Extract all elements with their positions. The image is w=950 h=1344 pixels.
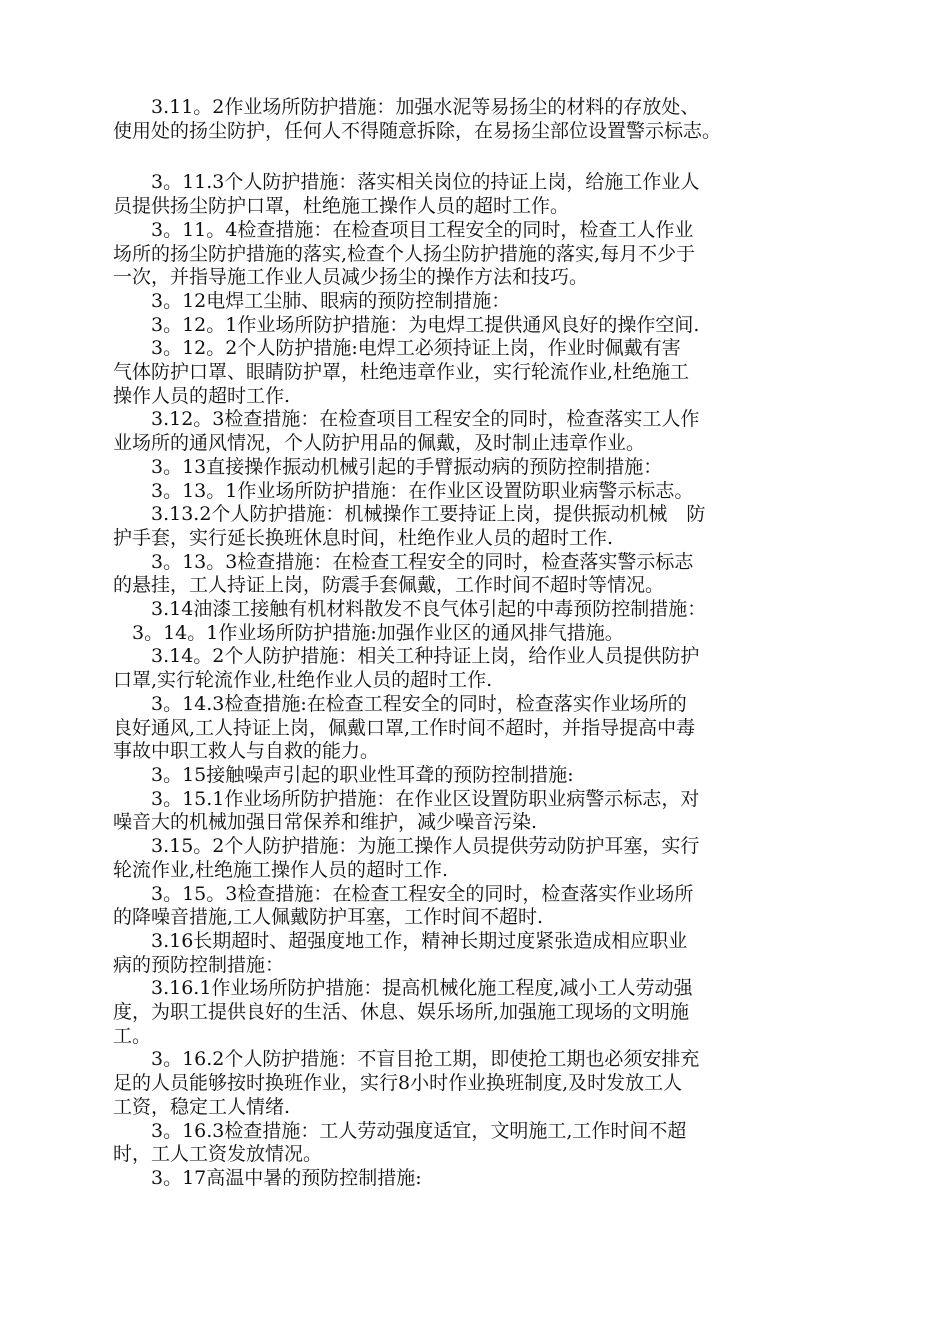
text-line: 3。14.3检查措施:在检查工程安全的同时，检查落实作业场所的: [113, 692, 687, 715]
text-line: 业场所的通风情况，个人防护用品的佩戴，及时制止违章作业。: [113, 432, 646, 455]
text-line: 护手套，实行延长换班休息时间，杜绝作业人员的超时工作.: [113, 526, 614, 549]
text-line: 病的预防控制措施：: [113, 953, 285, 976]
paragraph: [113, 835, 833, 882]
text-line: 3。12电焊工尘肺、眼病的预防控制措施：: [113, 289, 511, 312]
text-line: 3.14油漆工接触有机材料散发不良气体引起的中毒预防控制措施：: [113, 598, 707, 621]
paragraph: [113, 622, 833, 646]
text-line: 3.16长期超时、超强度地工作，精神长期过度紧张造成相应职业: [113, 929, 688, 952]
paragraph: [113, 693, 833, 764]
text-line: 口罩,实行轮流作业,杜绝作业人员的超时工作.: [113, 669, 493, 692]
text-line: 的降噪音措施,工人佩戴防护耳塞，工作时间不超时.: [113, 906, 544, 929]
text-line: 3。13直接操作振动机械引起的手臂振动病的预防控制措施：: [113, 455, 663, 478]
text-line: 3。16.2个人防护措施：不盲目抢工期，即使抢工期也必须安排充: [113, 1048, 700, 1071]
text-line: 3.13.2个人防护措施：机械操作工要持证上岗，提供振动机械 防: [113, 503, 706, 526]
document-body: [113, 96, 833, 1191]
paragraph: [113, 788, 833, 835]
text-line: 3。12。2个人防护措施:电焊工必须持证上岗，作业时佩戴有害: [113, 337, 681, 360]
paragraph: [113, 503, 833, 550]
text-line: 工。: [113, 1024, 152, 1047]
text-line: 3。14。1作业场所防护措施:加强作业区的通风排气措施。: [113, 621, 624, 644]
paragraph: [113, 314, 833, 338]
text-line: 员提供扬尘防护口罩，杜绝施工操作人员的超时工作。: [113, 195, 570, 218]
paragraph: [113, 598, 833, 622]
paragraph: [113, 219, 833, 290]
text-line: 3.15。2个人防护措施：为施工操作人员提供劳动防护耳塞，实行: [113, 835, 700, 858]
text-line: 3。13。3检查措施：在检查工程安全的同时，检查落实警示标志: [113, 550, 694, 573]
paragraph: [113, 480, 833, 504]
paragraph: [113, 456, 833, 480]
text-line: 3。15.1作业场所防护措施：在作业区设置防职业病警示标志，对: [113, 787, 700, 810]
text-line: 3。17高温中暑的预防控制措施:: [113, 1166, 422, 1189]
text-line: 度，为职工提供良好的生活、休息、娱乐场所,加强施工现场的文明施: [113, 1001, 690, 1024]
text-line: 足的人员能够按时换班作业，实行8小时作业换班制度,及时发放工人: [113, 1072, 683, 1095]
text-line: 事故中职工救人与自救的能力。: [113, 740, 380, 763]
text-line: 3.11。2作业场所防护措施：加强水泥等易扬尘的材料的存放处、: [113, 96, 700, 118]
text-line: 场所的扬尘防护措施的落实,检查个人扬尘防护措施的落实,每月不少于: [113, 242, 696, 265]
text-line: 使用处的扬尘防护，任何人不得随意拆除，在易扬尘部位设置警示标志。: [113, 119, 722, 142]
paragraph: [113, 977, 833, 1048]
paragraph: [113, 290, 833, 314]
text-line: 3。16.3检查措施：工人劳动强度适宜，文明施工,工作时间不超: [113, 1119, 687, 1142]
text-line: 气体防护口罩、眼睛防护罩，杜绝违章作业，实行轮流作业,杜绝施工: [113, 361, 690, 384]
text-line: 3.12。3检查措施：在检查项目工程安全的同时，检查落实工人作: [113, 408, 700, 431]
text-line: 3.14。2个人防护措施：相关工种持证上岗，给作业人员提供防护: [113, 645, 700, 668]
paragraph: [113, 764, 833, 788]
text-line: 3。11.3个人防护措施：落实相关岗位的持证上岗，给施工作业人: [113, 171, 700, 194]
paragraph-gap: [113, 143, 833, 171]
paragraph: [113, 645, 833, 692]
text-line: 3.16.1作业场所防护措施：提高机械化施工程度,减小工人劳动强: [113, 977, 693, 1000]
paragraph: [113, 1120, 833, 1167]
text-line: 噪音大的机械加强日常保养和维护，减少噪音污染.: [113, 811, 538, 834]
paragraph: [113, 883, 833, 930]
paragraph: [113, 171, 833, 218]
text-line: 轮流作业,杜绝施工操作人员的超时工作.: [113, 858, 449, 881]
paragraph: [113, 96, 833, 143]
paragraph: [113, 1167, 833, 1191]
text-line: 一次，并指导施工作业人员减少扬尘的操作方法和技巧。: [113, 266, 589, 289]
text-line: 良好通风,工人持证上岗，佩戴口罩,工作时间不超时，并指导提高中毒: [113, 716, 696, 739]
text-line: 3。15接触噪声引起的职业性耳聋的预防控制措施:: [113, 763, 574, 786]
paragraph: [113, 408, 833, 455]
text-line: 工资，稳定工人情绪.: [113, 1095, 291, 1118]
text-line: 3。11。4检查措施：在检查项目工程安全的同时，检查工人作业: [113, 218, 694, 241]
text-line: 3。13。1作业场所防护措施：在作业区设置防职业病警示标志。: [113, 479, 694, 502]
text-line: 的悬挂，工人持证上岗，防震手套佩戴，工作时间不超时等情况。: [113, 574, 665, 597]
paragraph: [113, 930, 833, 977]
text-line: 时，工人工资发放情况。: [113, 1143, 323, 1166]
text-line: 3。12。1作业场所防护措施：为电焊工提供通风良好的操作空间.: [113, 313, 700, 336]
text-line: 操作人员的超时工作.: [113, 384, 291, 407]
paragraph: [113, 337, 833, 408]
text-line: 3。15。3检查措施：在检查工程安全的同时，检查落实作业场所: [113, 882, 694, 905]
paragraph: [113, 551, 833, 598]
paragraph: [113, 1048, 833, 1119]
